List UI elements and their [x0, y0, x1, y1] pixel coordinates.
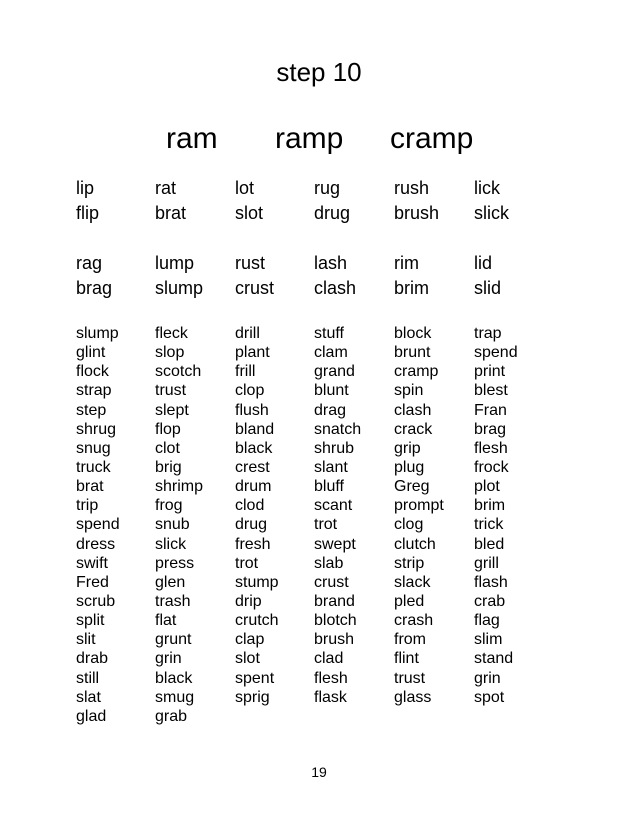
word-column [474, 176, 552, 226]
header-word-ram: ram [166, 122, 218, 155]
word: clog [394, 516, 424, 534]
word-column [76, 324, 154, 726]
word: rust [235, 253, 266, 273]
word: crash [394, 612, 434, 630]
word: slick [474, 203, 509, 223]
word: strap [76, 382, 112, 400]
word: clam [314, 344, 348, 362]
word: crab [474, 592, 506, 610]
word: frock [474, 458, 509, 476]
word: grin [155, 650, 182, 668]
word: lot [235, 178, 255, 198]
word: lip [76, 178, 95, 198]
word: grip [394, 439, 421, 457]
word: slump [155, 278, 204, 298]
word: plot [474, 478, 500, 496]
word: blunt [314, 382, 349, 400]
word: rim [394, 253, 419, 273]
word: glad [76, 707, 107, 725]
word: brand [314, 592, 355, 610]
word: slop [155, 344, 185, 362]
word: grab [155, 707, 188, 725]
word: brat [155, 203, 187, 223]
word: flesh [314, 669, 348, 687]
word: trick [474, 516, 504, 534]
word: lick [474, 178, 500, 198]
word: brig [155, 458, 182, 476]
page-number: 19 [311, 764, 327, 780]
word: truck [76, 458, 111, 476]
word: stuff [314, 325, 344, 342]
word: flip [76, 203, 100, 223]
word: lid [474, 253, 493, 273]
word: grill [474, 554, 499, 572]
word-column [394, 176, 472, 226]
word: bland [235, 420, 275, 438]
word: slot [235, 203, 264, 223]
word: slab [314, 554, 344, 572]
word: pled [394, 592, 425, 610]
word-column [474, 251, 552, 301]
word: brat [76, 478, 104, 496]
word: flush [235, 401, 269, 419]
word: dress [76, 535, 116, 553]
word: step [76, 401, 107, 419]
word: trust [155, 382, 187, 400]
word: clad [314, 650, 344, 668]
word: slot [235, 650, 260, 668]
word: clutch [394, 535, 436, 553]
word: drill [235, 325, 260, 342]
word: slant [314, 458, 348, 476]
word-column [394, 324, 472, 707]
word: crest [235, 458, 270, 476]
word: trip [76, 497, 99, 515]
word: rug [314, 178, 341, 198]
word: strip [394, 554, 425, 572]
word: spin [394, 382, 424, 400]
word-column [76, 176, 154, 226]
word: cramp [394, 363, 439, 381]
word: smug [155, 688, 195, 706]
word: spend [76, 516, 120, 534]
word: press [155, 554, 195, 572]
word: trap [474, 325, 502, 342]
word: blotch [314, 612, 357, 630]
word: fleck [155, 325, 188, 342]
word: brunt [394, 344, 431, 362]
word-column [314, 176, 392, 226]
word-column [474, 324, 552, 707]
word: swift [76, 554, 108, 572]
word: lash [314, 253, 348, 273]
word: frog [155, 497, 183, 515]
word: sprig [235, 688, 270, 706]
word: trust [394, 669, 426, 687]
word: trot [314, 516, 338, 534]
word: slack [394, 573, 431, 591]
word-column [314, 251, 392, 301]
word: grand [314, 363, 355, 381]
word: slick [155, 535, 187, 553]
header-word-cramp: cramp [390, 122, 474, 155]
word: trash [155, 592, 191, 610]
word: spent [235, 669, 275, 687]
word: slid [474, 278, 502, 298]
word: clash [314, 278, 357, 298]
word: Fran [474, 401, 507, 419]
word: grin [474, 669, 501, 687]
word: crack [394, 420, 433, 438]
word: brush [394, 203, 440, 223]
word: bluff [314, 478, 344, 496]
word-column [235, 324, 313, 707]
word: drag [314, 401, 347, 419]
word: flag [474, 612, 500, 630]
word: snub [155, 516, 190, 534]
word: plug [394, 458, 425, 476]
word: brag [76, 278, 113, 298]
word: snug [76, 439, 111, 457]
word: flask [314, 688, 347, 706]
word: blest [474, 382, 508, 400]
word: frill [235, 363, 256, 381]
word: flint [394, 650, 419, 668]
word-column [155, 176, 233, 226]
word: scrub [76, 592, 116, 610]
word: clash [394, 401, 432, 419]
word-column [155, 251, 233, 301]
word: from [394, 631, 426, 649]
header-word-ramp: ramp [275, 122, 344, 155]
word: scotch [155, 363, 202, 381]
word: brush [314, 631, 355, 649]
word: plant [235, 344, 270, 362]
page-title: step 10 [276, 57, 362, 87]
word: drip [235, 592, 262, 610]
word: clap [235, 631, 265, 649]
word: still [76, 669, 100, 687]
word: slept [155, 401, 189, 419]
word: crutch [235, 612, 279, 630]
word: drab [76, 650, 109, 668]
word: rat [155, 178, 177, 198]
word: Greg [394, 478, 430, 496]
word: rag [76, 253, 103, 273]
word: shrimp [155, 478, 204, 496]
word: rush [394, 178, 430, 198]
word: clot [155, 439, 180, 457]
word: clod [235, 497, 265, 515]
word: slump [76, 325, 119, 342]
word: snatch [314, 420, 362, 438]
word: slim [474, 631, 503, 649]
word: drum [235, 478, 272, 496]
word: brim [474, 497, 506, 515]
word: split [76, 612, 105, 630]
word-column [235, 251, 313, 301]
word: Fred [76, 573, 109, 591]
word: crust [235, 278, 275, 298]
word: scant [314, 497, 353, 515]
word: trot [235, 554, 259, 572]
word: shrug [76, 420, 117, 438]
word: black [155, 669, 193, 687]
word: flat [155, 612, 177, 630]
word: clop [235, 382, 265, 400]
word: glint [76, 344, 106, 362]
word: flesh [474, 439, 508, 457]
word: flash [474, 573, 508, 591]
word: crust [314, 573, 349, 591]
word: drug [235, 516, 268, 534]
word-column [155, 324, 233, 726]
word: stand [474, 650, 514, 668]
word: fresh [235, 535, 271, 553]
word: brag [474, 420, 507, 438]
word: swept [314, 535, 356, 553]
word-column [314, 324, 392, 707]
word: bled [474, 535, 505, 553]
word-column [76, 251, 154, 301]
word: brim [394, 278, 429, 298]
word: slit [76, 631, 96, 649]
word: stump [235, 573, 279, 591]
word: flop [155, 420, 181, 438]
word: spot [474, 688, 505, 706]
word: print [474, 363, 506, 381]
word: lump [155, 253, 195, 273]
word: block [394, 325, 432, 342]
word: slat [76, 688, 101, 706]
word: drug [314, 203, 351, 223]
word: shrub [314, 439, 355, 457]
word: black [235, 439, 273, 457]
word-column [394, 251, 472, 301]
word: spend [474, 344, 518, 362]
word: glass [394, 688, 432, 706]
word: grunt [155, 631, 192, 649]
word: glen [155, 573, 186, 591]
word: flock [76, 363, 109, 381]
word-column [235, 176, 313, 226]
word: prompt [394, 497, 444, 515]
